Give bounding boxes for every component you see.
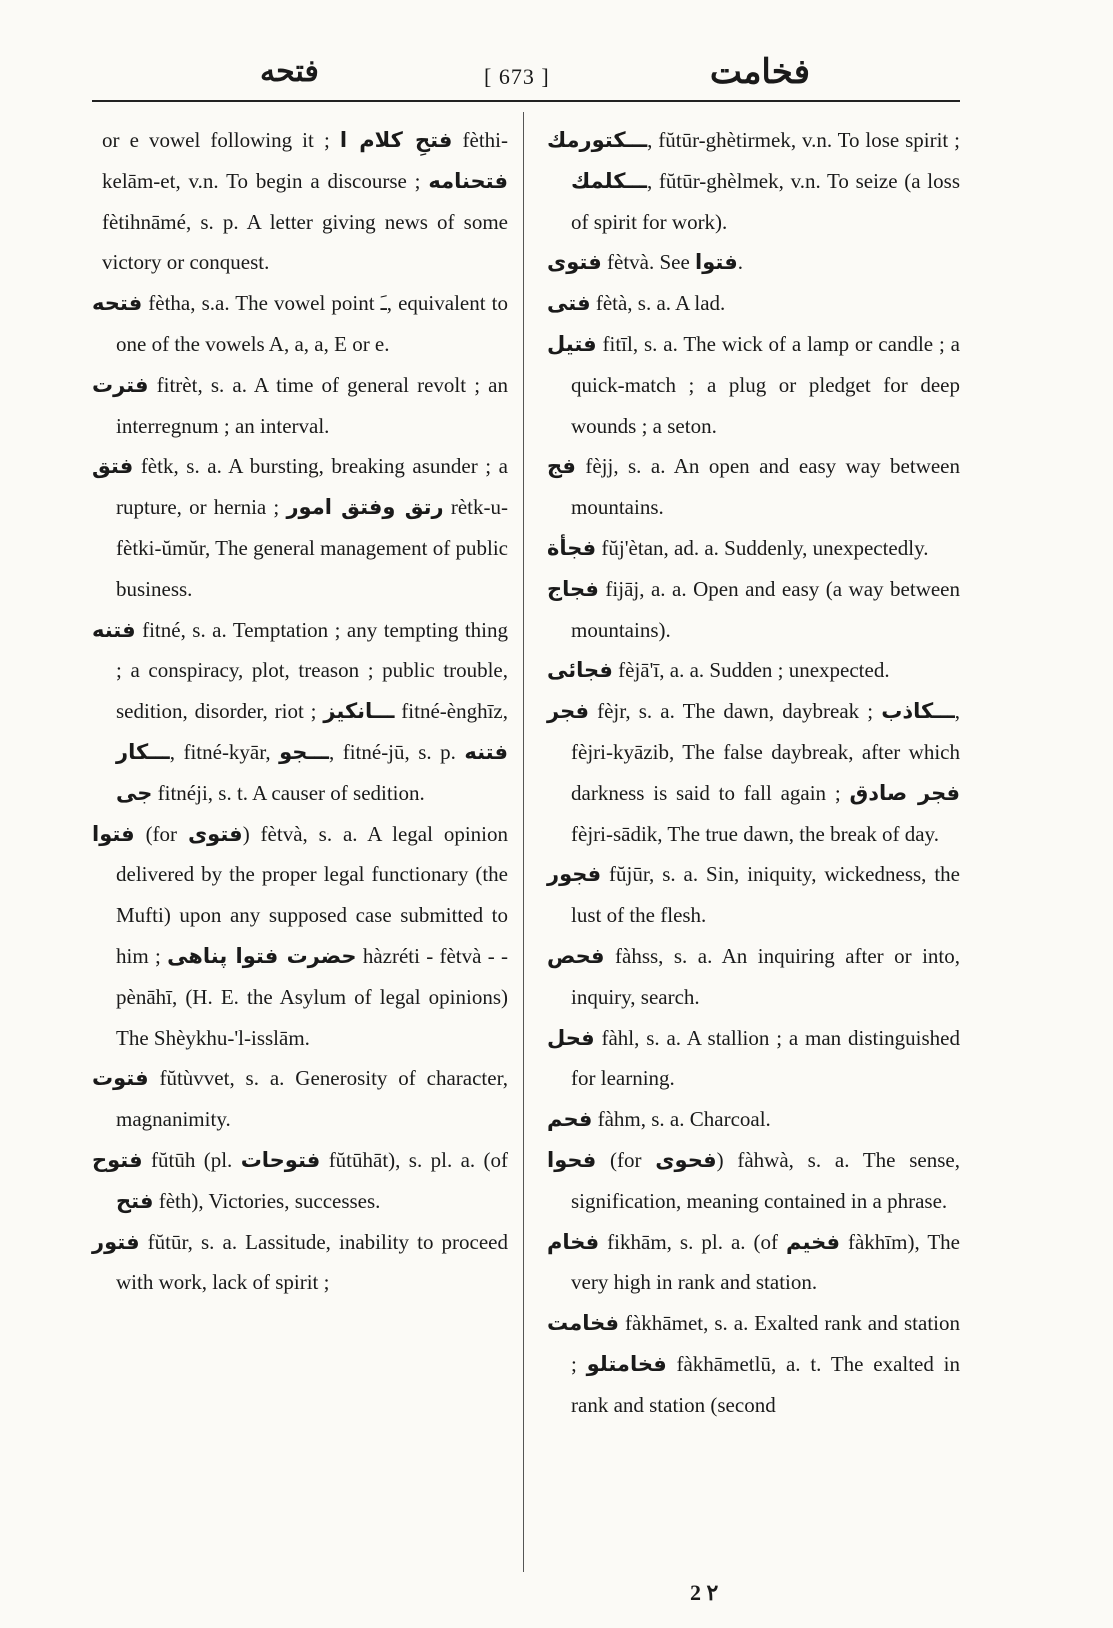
entry-text: fàkhāmetlū, a. t. The exalted in rank and station (second (571, 1351, 960, 1417)
arabic-script-term: فجأة (547, 535, 597, 560)
arabic-script-term: فجائى (547, 658, 613, 683)
arabic-script-term: فحوا (547, 1147, 597, 1172)
entry-text: fèjri-sādik, The true dawn, the break of day. (571, 821, 939, 846)
arabic-script-term: فج (547, 454, 576, 479)
arabic-script-term: ـــانكيز (323, 699, 395, 724)
dictionary-entry (547, 650, 960, 691)
left-column (92, 120, 508, 1303)
arabic-script-term: فخامتلو (586, 1351, 667, 1376)
dictionary-entry (92, 1058, 508, 1140)
arabic-script-term: فتيل (547, 331, 597, 356)
entry-text: rètk-u-fètki-ŭmŭr, The general management of public business. (116, 495, 508, 601)
arabic-script-term: فجر (547, 699, 589, 724)
entry-text: , fitné-kyār, (169, 739, 280, 764)
arabic-script-term: فحص (547, 943, 605, 968)
arabic-script-term: ـــجو (279, 739, 329, 764)
entry-text: hàzréti - fètvà - -pènāhī, (H. E. the Asylum of legal opinions) The Shèykhu-'l-isslām. (116, 943, 508, 1050)
entry-text: fàhm, s. a. Charcoal. (592, 1107, 771, 1132)
entry-text: (for (134, 821, 188, 846)
entry-text: fŭtùvvet, s. a. Generosity of character, magnanimity. (116, 1066, 508, 1132)
dictionary-entry (547, 936, 960, 1018)
arabic-script-term: فتنه (92, 617, 136, 642)
arabic-script-term: فتوح (92, 1147, 143, 1172)
dictionary-entry (92, 1140, 508, 1222)
entry-text: , fitné-jū, s. p. (328, 739, 465, 764)
arabic-script-term: فتح (116, 1188, 154, 1213)
dictionary-entry (547, 324, 960, 446)
entry-text: fèjr, s. a. The dawn, daybreak ; (588, 699, 882, 724)
dictionary-entry (92, 1222, 508, 1304)
arabic-script-term: ـــكاذب (881, 699, 955, 724)
dictionary-entry (92, 610, 508, 814)
dictionary-entry (547, 1018, 960, 1100)
entry-text: fŭjūr, s. a. Sin, iniquity, wickedness, the lust of the flesh. (571, 862, 960, 928)
entry-text: fitrèt, s. a. A time of general revolt ; an interregnum ; an interval. (116, 372, 508, 438)
dictionary-entry (547, 1222, 960, 1304)
entry-text: fètihnāmé, s. p. A letter giving news of some victory or conquest. (102, 209, 508, 275)
arabic-script-term: فتوت (92, 1066, 149, 1091)
arabic-script-term: فجاج (547, 576, 599, 601)
entry-text: , fèjri-kyāzib, The false daybreak, after which darkness is said to fall again ; (571, 699, 960, 805)
arabic-script-term: فخيم (786, 1229, 840, 1254)
entry-text: fèthi-kelām-et, v.n. To begin a discourse ; (102, 128, 508, 193)
arabic-script-term: فتور (92, 1229, 140, 1254)
entry-text: fèth), Victories, successes. (153, 1188, 381, 1213)
printer-signature: 2 ٢ (690, 1580, 719, 1605)
dictionary-entry (547, 120, 960, 242)
arabic-script-term: فخامت (547, 1311, 620, 1336)
entry-text: fèjj, s. a. An open and easy way between mountains. (571, 454, 960, 520)
arabic-script-term: فحل (547, 1025, 595, 1050)
entry-text: fijāj, a. a. Open and easy (a way between mountains). (571, 576, 960, 642)
arabic-script-term: فحوى (655, 1147, 717, 1172)
arabic-script-term: فتنه جى (116, 739, 509, 805)
header-left-catchword: فتحه (260, 55, 319, 88)
entry-text: , fŭtūr-ghètirmek, v.n. To lose spirit ; (647, 128, 960, 152)
entry-text: ) fàhwà, s. a. The sense, signification, meaning contained in a phrase. (571, 1147, 960, 1213)
arabic-script-term: فتوا (92, 821, 135, 846)
column-divider (523, 112, 524, 1572)
entry-text: or e vowel following it ; (102, 128, 340, 152)
dictionary-entry (547, 283, 960, 324)
entry-text: fitīl, s. a. The wick of a lamp or candle ; a quick-match ; a plug or pledget for deep wounds ; a seton. (571, 331, 960, 438)
header-rule (92, 100, 960, 102)
dictionary-entry (547, 569, 960, 651)
entry-text: fètvà. See (601, 250, 696, 275)
entry-text: fikhām, s. pl. a. (of (599, 1229, 787, 1254)
entry-text: fŭj'ètan, ad. a. Suddenly, unexpectedly. (596, 535, 929, 560)
entry-text: ) fètvà, s. a. A legal opinion delivered by the proper legal functionary (the Mufti) upon any supposed case submitted to him ; (116, 821, 508, 968)
entry-text: fèjā'ī, a. a. Sudden ; unexpected. (612, 658, 890, 683)
arabic-script-term: رتق وفتق امور (286, 495, 444, 520)
dictionary-entry (92, 365, 508, 447)
right-column (547, 120, 960, 1426)
dictionary-entry (547, 1140, 960, 1222)
dictionary-entry (92, 814, 508, 1059)
arabic-script-term: فخام (547, 1229, 600, 1254)
arabic-script-term: ـــكار (116, 739, 170, 764)
arabic-script-term: فتحنامه (428, 168, 508, 193)
dictionary-entry (547, 691, 960, 854)
entry-text: fitné, s. a. Temptation ; any tempting thing ; a conspiracy, plot, treason ; public trouble, sedition, disorder, riot ; (116, 617, 508, 724)
dictionary-entry (92, 120, 508, 283)
arabic-script-term: فتق (92, 454, 134, 479)
dictionary-entry (547, 446, 960, 528)
page-header (92, 44, 960, 94)
arabic-script-term: فجور (547, 862, 602, 887)
entry-text: fètk, s. a. A bursting, breaking asunder ; a rupture, or hernia ; (116, 454, 508, 520)
dictionary-entry (92, 283, 508, 365)
dictionary-entry (547, 854, 960, 936)
arabic-script-term: فتوى (547, 250, 602, 275)
entry-text: , fŭtūr-ghèlmek, v.n. To seize (a loss of spirit for work). (571, 168, 960, 234)
dictionary-entry (547, 528, 960, 569)
entry-text: fitné-ènghīz, (394, 699, 509, 724)
arabic-script-term: فتى (547, 291, 591, 316)
arabic-script-term: فتحِ كلام ا (339, 128, 453, 152)
page-number: [ 673 ] (484, 64, 550, 89)
arabic-script-term: ـــكلمك (571, 168, 647, 193)
entry-text: . (737, 250, 743, 275)
entry-text: fàkhīm), The very high in rank and station. (571, 1229, 961, 1295)
entry-text: fŭtūhāt), s. pl. a. (of (320, 1147, 509, 1172)
header-right-catchword: فخامت (709, 54, 810, 91)
entry-text: fŭtūr, s. a. Lassitude, inability to proceed with work, lack of spirit ; (116, 1229, 508, 1295)
arabic-script-term: فتحه (92, 291, 143, 316)
entry-text: fètà, s. a. A lad. (590, 291, 726, 316)
entry-text: (for (596, 1147, 656, 1172)
arabic-script-term: فحم (547, 1107, 593, 1132)
arabic-script-term: حضرت فتوا پناهى (167, 943, 357, 968)
arabic-script-term: فتوا (695, 250, 738, 275)
arabic-script-term: فجر صادق (849, 780, 960, 805)
arabic-script-term: فتوى (187, 821, 243, 846)
arabic-script-term: ـــكتورمك (547, 128, 648, 152)
entry-text: fŭtūh (pl. (142, 1147, 241, 1172)
dictionary-entry (92, 446, 508, 609)
arabic-script-term: فتوحات (240, 1147, 321, 1172)
dictionary-entry (547, 1303, 960, 1425)
entry-text: fètha, s.a. The vowel point ـَ, equivalent to one of the vowels A, a, a, E or e. (116, 291, 508, 356)
dictionary-entry (547, 1099, 960, 1140)
dictionary-entry (547, 242, 960, 283)
entry-text: fitnéji, s. t. A causer of sedition. (152, 780, 425, 805)
entry-text: fàkhāmet, s. a. Exalted rank and station ; (571, 1311, 960, 1376)
entry-text: fàhss, s. a. An inquiring after or into, inquiry, search. (571, 943, 960, 1009)
entry-text: fàhl, s. a. A stallion ; a man distinguished for learning. (571, 1025, 960, 1091)
arabic-script-term: فترت (92, 372, 149, 397)
